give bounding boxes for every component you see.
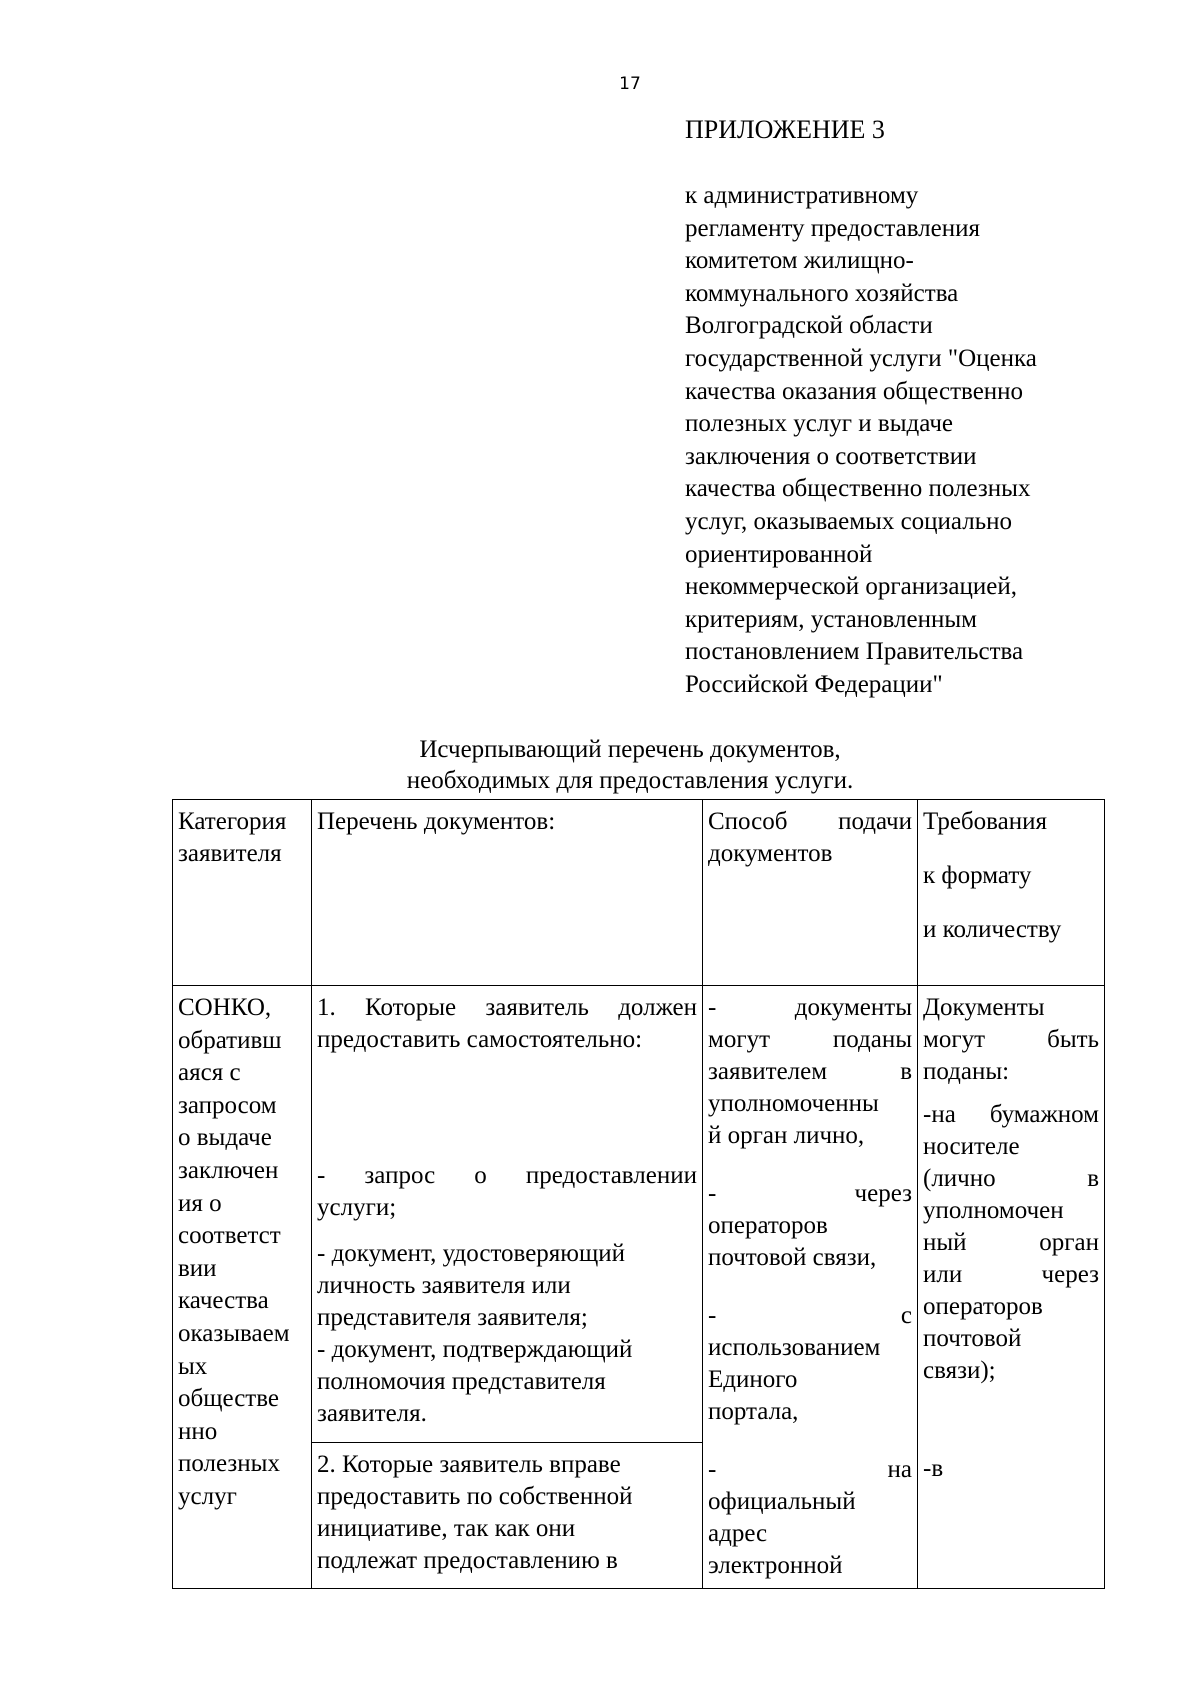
method-line: - с — [708, 1302, 912, 1329]
category-line: нно — [178, 1417, 218, 1445]
appendix-subtitle-line: качества оказания общественно — [685, 377, 1024, 405]
category-line: оказываем — [178, 1319, 290, 1347]
category-line: услуг — [178, 1482, 237, 1510]
section2-line: подлежат предоставлению в — [317, 1547, 618, 1574]
appendix-subtitle-line: полезных услуг и выдаче — [685, 410, 954, 438]
list-heading-line: необходимых для предоставления услуги. — [406, 767, 854, 794]
requirements-line: почтовой — [923, 1325, 1022, 1352]
section1-item-line: полномочия представителя — [317, 1368, 606, 1395]
requirements-line: связи); — [923, 1357, 996, 1384]
category-line: заключен — [178, 1156, 279, 1184]
appendix-subtitle-line: коммунального хозяйства — [685, 279, 959, 307]
method-line: использованием — [708, 1334, 881, 1361]
table-header-row — [173, 800, 1105, 986]
method-line: официальный — [708, 1488, 856, 1515]
method-line: адрес — [708, 1520, 768, 1547]
requirements-line: или через — [923, 1261, 1099, 1288]
method-line: почтовой связи, — [708, 1244, 877, 1271]
section1-item-line: услуги; — [317, 1194, 397, 1221]
category-line: ых — [178, 1352, 208, 1380]
appendix-subtitle — [685, 180, 1125, 702]
section1-item-line: - документ, подтверждающий — [317, 1336, 633, 1363]
section1-item-line: - документ, удостоверяющий — [317, 1240, 625, 1267]
appendix-subtitle-line: ориентированной — [685, 540, 873, 568]
category-line: обративш — [178, 1026, 282, 1054]
header-method — [703, 800, 918, 986]
category-cell — [173, 986, 312, 1589]
category-line: о выдаче — [178, 1124, 272, 1152]
appendix-subtitle-line: к административному — [685, 182, 919, 209]
method-cell — [703, 986, 918, 1589]
section1-item-line: заявителя. — [317, 1400, 427, 1427]
header-category — [173, 800, 312, 986]
appendix-subtitle-line: постановлением Правительства — [685, 638, 1024, 666]
method-line: й орган лично, — [708, 1122, 865, 1149]
method-line: могут поданы — [708, 1026, 912, 1053]
section2-cell — [312, 1443, 703, 1589]
page-number: 17 — [619, 74, 641, 94]
appendix-title: ПРИЛОЖЕНИЕ 3 — [685, 115, 885, 144]
section2-line: инициативе, так как они — [317, 1515, 576, 1542]
header-method-line: документов — [708, 840, 833, 867]
appendix-subtitle-line: государственной услуги "Оценка — [685, 344, 1037, 372]
category-line: полезных — [178, 1450, 280, 1478]
header-requirements-line: Требования — [923, 808, 1047, 835]
section1-item-line: представителя заявителя; — [317, 1304, 588, 1331]
requirements-line: операторов — [923, 1293, 1043, 1320]
section1-item-line: личность заявителя или — [317, 1272, 571, 1299]
category-line: качества — [178, 1287, 269, 1315]
requirements-line: ный орган — [923, 1229, 1099, 1256]
header-category-line: заявителя — [178, 840, 282, 867]
header-requirements-line: и количеству — [923, 916, 1062, 943]
category-line: соответст — [178, 1222, 281, 1250]
appendix-subtitle-line: качества общественно полезных — [685, 475, 1031, 503]
requirements-line: уполномочен — [923, 1197, 1064, 1224]
category-line: аяся с — [178, 1059, 241, 1087]
method-line: операторов — [708, 1212, 828, 1239]
category-line: ия о — [178, 1189, 222, 1217]
header-category-line: Категория — [178, 808, 287, 835]
list-heading-line: Исчерпывающий перечень документов, — [419, 736, 841, 763]
appendix-subtitle-line: Российской Федерации" — [685, 670, 943, 698]
category-line: обществе — [178, 1385, 279, 1413]
requirements-line: (лично в — [923, 1165, 1099, 1192]
method-line: - через — [708, 1180, 912, 1207]
method-line: уполномоченны — [708, 1090, 879, 1117]
table-row — [173, 986, 1105, 1443]
section2-line: предоставить по собственной — [317, 1483, 633, 1510]
appendix-subtitle-line: критериям, установленным — [685, 605, 977, 633]
appendix-subtitle-line: регламенту предоставления — [685, 214, 981, 242]
requirements-line: могут быть — [923, 1026, 1099, 1053]
requirements-line: носителе — [923, 1133, 1020, 1160]
appendix-subtitle-line: некоммерческой организацией, — [685, 573, 1017, 601]
category-line: СОНКО, — [178, 994, 272, 1021]
header-documents: Перечень документов: — [312, 800, 703, 986]
method-line: - документы — [708, 994, 912, 1021]
section1-cell — [312, 986, 703, 1443]
section2-line: 2. Которые заявитель вправе — [317, 1451, 621, 1478]
requirements-line: -в — [923, 1455, 944, 1482]
method-line: электронной — [708, 1552, 843, 1579]
method-line: - на — [708, 1456, 912, 1483]
section1-item-line: - запрос о предоставлении — [317, 1162, 697, 1189]
method-line: заявителем в — [708, 1058, 912, 1085]
header-requirements-line: к формату — [923, 862, 1032, 889]
header-method-line: Способ подачи — [708, 808, 912, 835]
list-heading — [0, 734, 1200, 796]
category-line: запросом — [178, 1091, 277, 1119]
appendix-subtitle-line: Волгоградской области — [685, 312, 933, 340]
method-line: Единого — [708, 1366, 798, 1393]
header-requirements — [918, 800, 1105, 986]
appendix-subtitle-line: комитетом жилищно- — [685, 247, 914, 275]
requirements-line: Документы — [923, 994, 1045, 1021]
requirements-cell — [918, 986, 1105, 1589]
category-line: вии — [178, 1254, 217, 1282]
documents-table — [172, 799, 1105, 1589]
requirements-line: -на бумажном — [923, 1101, 1099, 1128]
appendix-subtitle-line: услуг, оказываемых социально — [685, 507, 1013, 535]
method-line: портала, — [708, 1398, 799, 1425]
section1-title: 1. Которые заявитель должен предоставить самостоятельно: — [317, 994, 697, 1053]
appendix-subtitle-line: заключения о соответствии — [685, 442, 977, 470]
requirements-line: поданы: — [923, 1058, 1010, 1085]
